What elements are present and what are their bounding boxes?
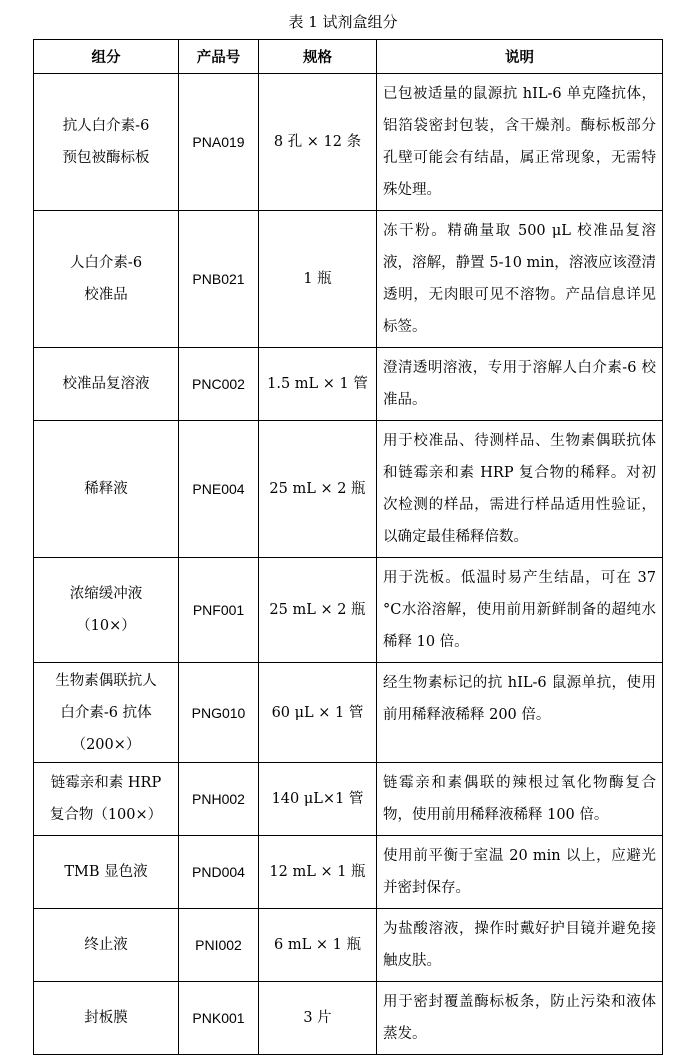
description-text: 为盐酸溶液，操作时戴好护目镜并避免接触皮肤。 (383, 921, 656, 969)
table-row (34, 74, 663, 211)
component-name-line: TMB 显色液 (64, 864, 148, 880)
component-name-cell (34, 421, 179, 558)
spec-cell: 12 mL × 1 瓶 (259, 836, 377, 909)
header-component: 组分 (34, 40, 179, 74)
header-description: 说明 (377, 40, 663, 74)
component-name-line: 浓缩缓冲液 (69, 586, 143, 602)
component-name-cell (34, 211, 179, 348)
product-code-cell: PNG010 (179, 663, 259, 763)
component-name-line: 抗人白介素-6 (62, 118, 150, 134)
spec-cell: 1.5 mL × 1 管 (259, 348, 377, 421)
table-row (34, 211, 663, 348)
kit-components-table (33, 39, 663, 1055)
spec-cell: 60 μL × 1 管 (259, 663, 377, 763)
table-row (34, 421, 663, 558)
description-cell (377, 74, 663, 211)
description-text: 用于密封覆盖酶标板条，防止污染和液体蒸发。 (383, 994, 656, 1042)
table-row (34, 982, 663, 1055)
description-cell (377, 558, 663, 663)
component-name-cell (34, 74, 179, 211)
component-name-cell (34, 348, 179, 421)
spec-cell: 8 孔 × 12 条 (259, 74, 377, 211)
table-row (34, 763, 663, 836)
component-name-line: 复合物（100×） (49, 807, 163, 823)
product-code-cell: PNH002 (179, 763, 259, 836)
spec-cell: 25 mL × 2 瓶 (259, 558, 377, 663)
description-text: 用于校准品、待测样品、生物素偶联抗体和链霉亲和素 HRP 复合物的稀释。对初次检测的样品，需进行样品适用性验证，以确定最佳稀释倍数。 (383, 433, 656, 545)
description-cell (377, 982, 663, 1055)
component-name-line: 校准品复溶液 (62, 376, 150, 392)
description-cell (377, 909, 663, 982)
component-name-line: 终止液 (84, 937, 128, 953)
spec-cell: 1 瓶 (259, 211, 377, 348)
description-text: 使用前平衡于室温 20 min 以上，应避光并密封保存。 (383, 848, 656, 896)
component-name-cell (34, 763, 179, 836)
component-name-line: 人白介素-6 (69, 255, 143, 271)
description-text: 用于洗板。低温时易产生结晶，可在 37 °C水浴溶解，使用前用新鲜制备的超纯水稀释 10 倍。 (383, 570, 656, 650)
component-name-cell (34, 909, 179, 982)
table-row (34, 836, 663, 909)
table-caption: 表 1 试剂盒组分 (288, 13, 398, 31)
table-row (34, 663, 663, 763)
header-spec: 规格 (259, 40, 377, 74)
component-name-line: 封板膜 (84, 1010, 128, 1026)
component-name-line: 稀释液 (84, 481, 128, 497)
product-code-cell: PNK001 (179, 982, 259, 1055)
table-row (34, 348, 663, 421)
header-product-code: 产品号 (179, 40, 259, 74)
product-code-cell: PNF001 (179, 558, 259, 663)
component-name-line: 预包被酶标板 (62, 150, 150, 166)
description-text: 冻干粉。精确量取 500 μL 校准品复溶液，溶解，静置 5-10 min，溶液应该澄清透明，无肉眼可见不溶物。产品信息详见标签。 (383, 223, 656, 335)
spec-cell: 140 μL×1 管 (259, 763, 377, 836)
component-name-line: 白介素-6 抗体 (60, 704, 152, 721)
description-cell (377, 348, 663, 421)
component-name-cell (34, 982, 179, 1055)
component-name-line: 链霉亲和素 HRP (50, 775, 162, 791)
spec-cell: 6 mL × 1 瓶 (259, 909, 377, 982)
component-name-line: （200×） (71, 736, 141, 753)
description-text: 经生物素标记的抗 hIL-6 鼠源单抗，使用前用稀释液稀释 200 倍。 (383, 675, 656, 723)
product-code-cell: PND004 (179, 836, 259, 909)
description-text: 链霉亲和素偶联的辣根过氧化物酶复合物，使用前用稀释液稀释 100 倍。 (383, 775, 656, 823)
component-name-line: 校准品 (84, 287, 128, 303)
description-cell (377, 421, 663, 558)
description-text: 已包被适量的鼠源抗 hIL-6 单克隆抗体，铝箔袋密封包装，含干燥剂。酶标板部分孔壁可能会有结晶，属正常现象，无需特殊处理。 (383, 86, 656, 198)
component-name-cell (34, 663, 179, 763)
product-code-cell: PNB021 (179, 211, 259, 348)
product-code-cell: PNE004 (179, 421, 259, 558)
product-code-cell: PNI002 (179, 909, 259, 982)
table-row (34, 909, 663, 982)
spec-cell: 3 片 (259, 982, 377, 1055)
component-name-line: 生物素偶联抗人 (55, 672, 157, 689)
description-cell (377, 836, 663, 909)
component-name-line: （10×） (76, 618, 136, 634)
component-name-cell (34, 558, 179, 663)
component-name-cell (34, 836, 179, 909)
spec-cell: 25 mL × 2 瓶 (259, 421, 377, 558)
description-cell (377, 663, 663, 763)
description-cell (377, 763, 663, 836)
header-row (34, 40, 663, 74)
description-text: 澄清透明溶液，专用于溶解人白介素-6 校准品。 (383, 360, 656, 408)
description-cell (377, 211, 663, 348)
product-code-cell: PNC002 (179, 348, 259, 421)
table-row (34, 558, 663, 663)
product-code-cell: PNA019 (179, 74, 259, 211)
